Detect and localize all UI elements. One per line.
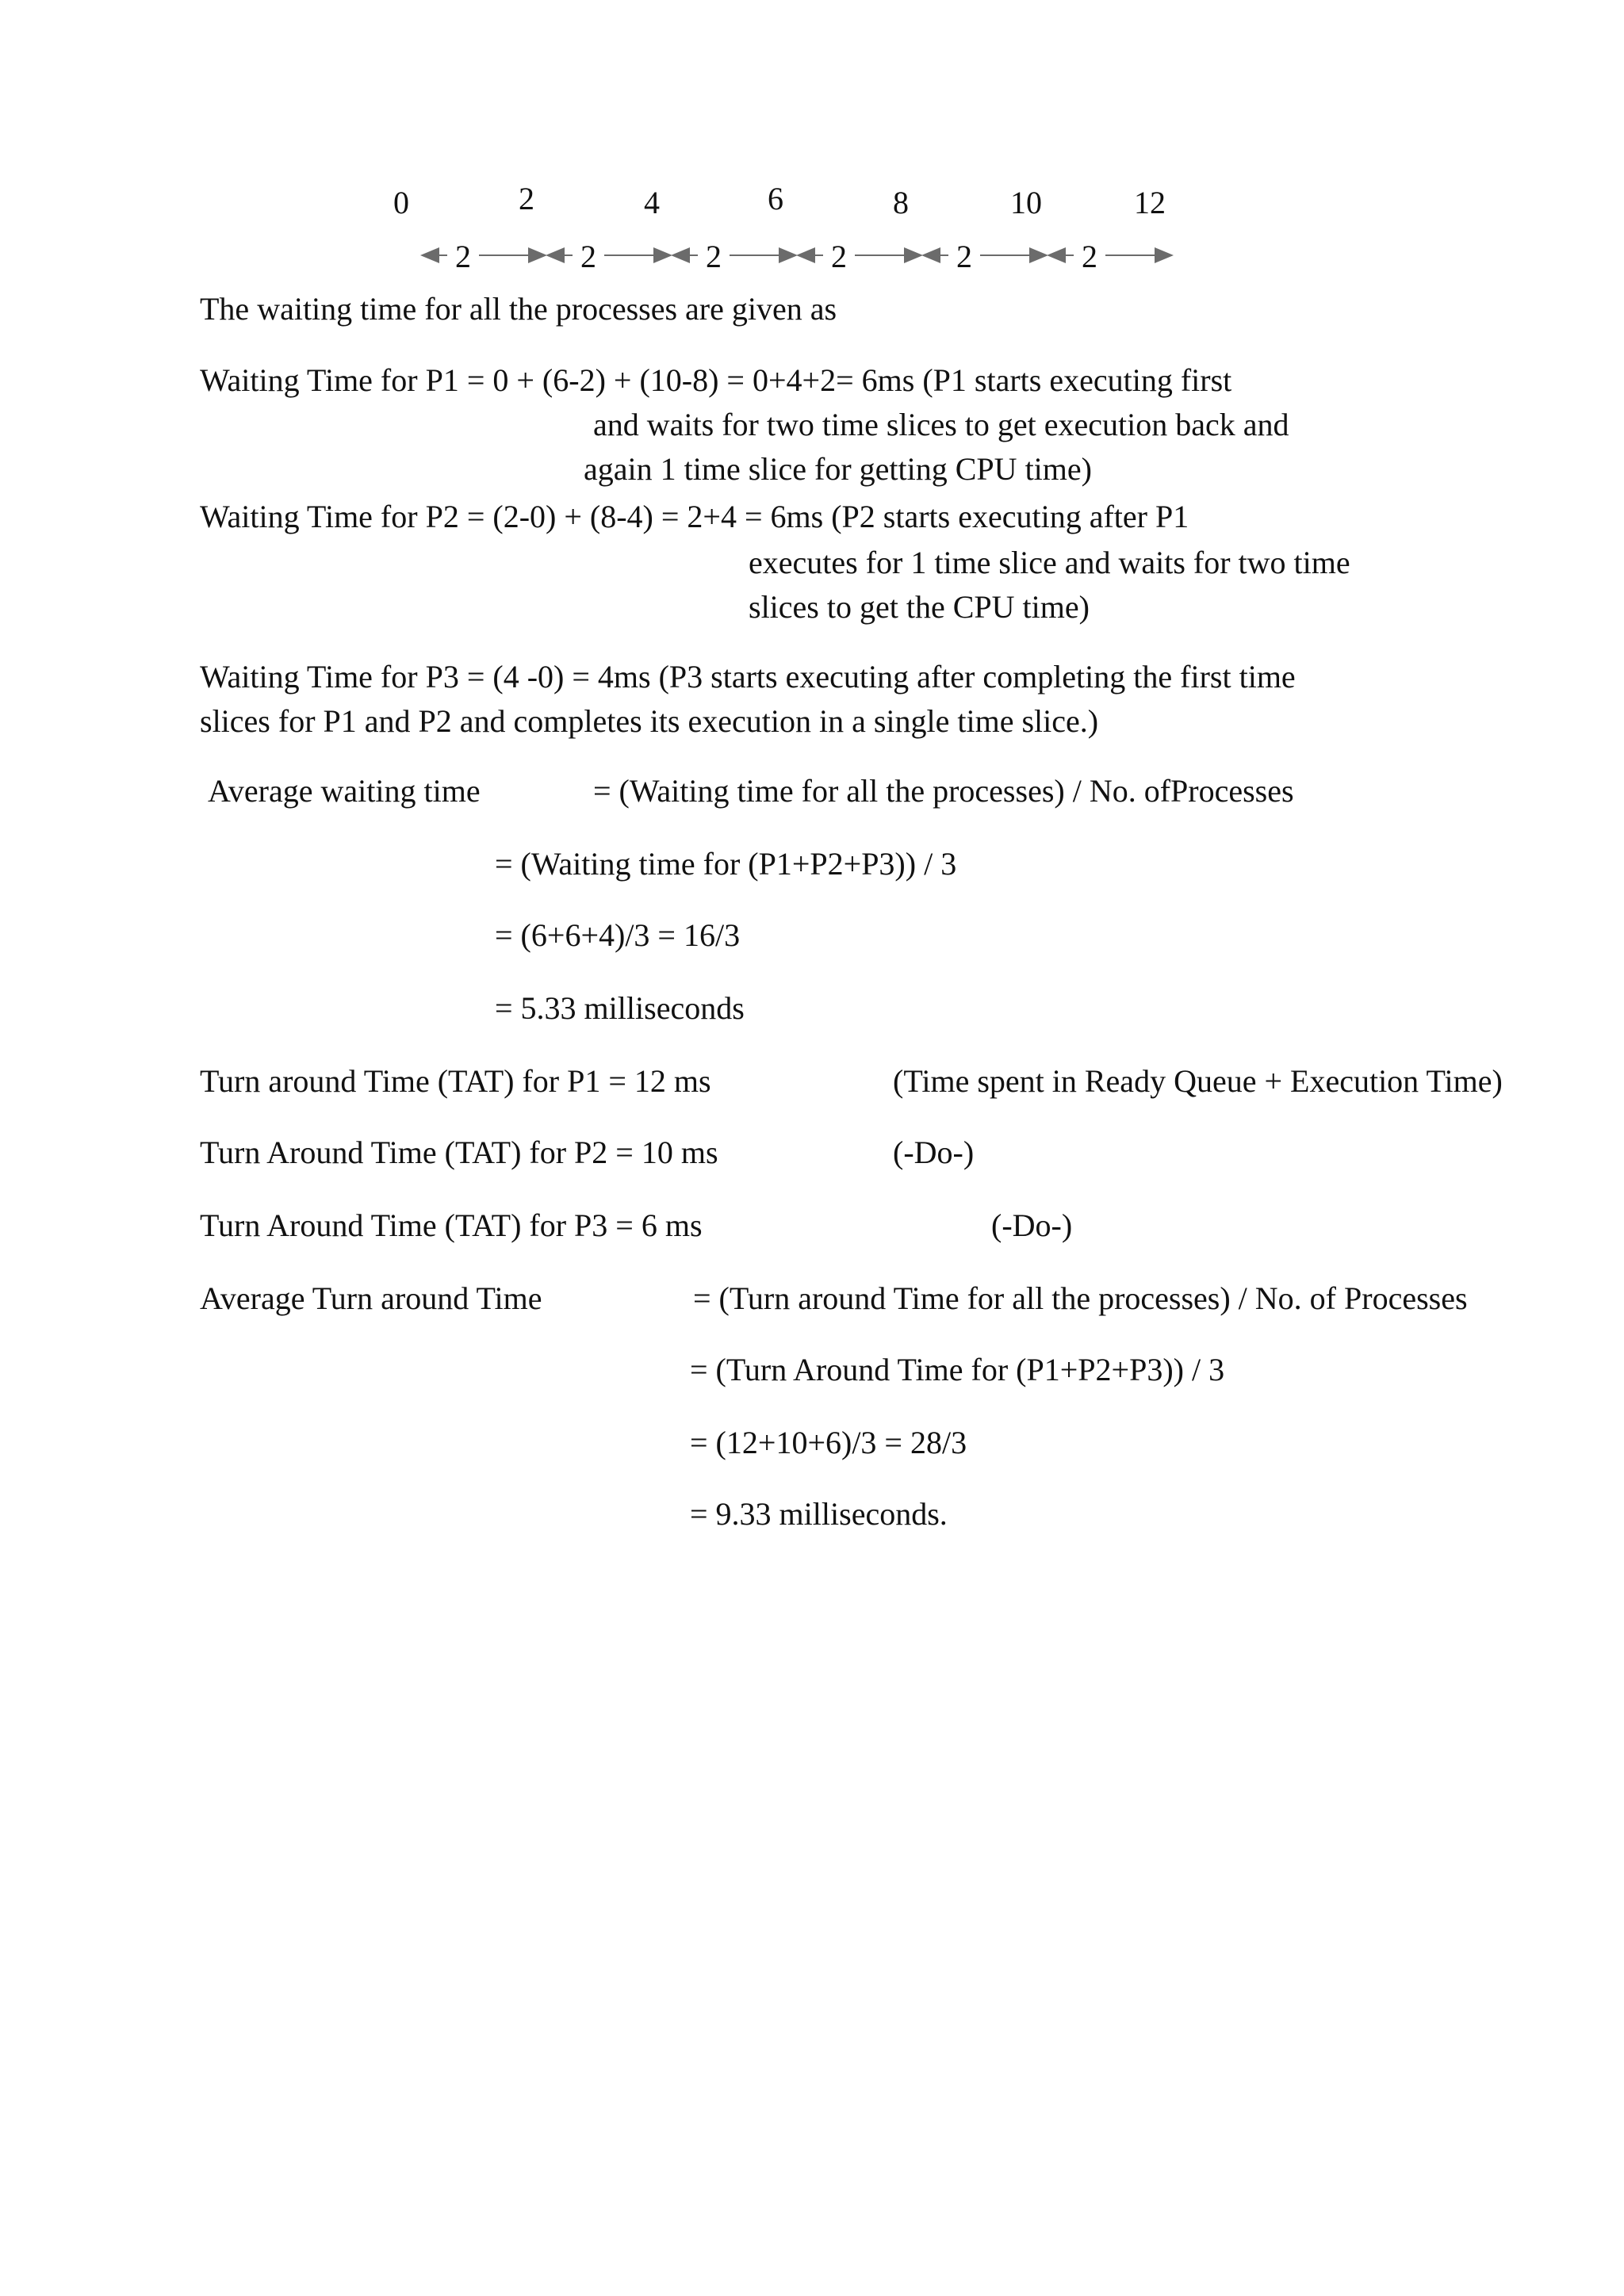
intro-text: The waiting time for all the processes are given as xyxy=(200,291,837,327)
tat-p1-note: (Time spent in Ready Queue + Execution Time) xyxy=(893,1063,1503,1099)
timeline-tick-4: 4 xyxy=(644,185,660,220)
tat-p2: Turn Around Time (TAT) for P2 = 10 ms xyxy=(200,1135,718,1170)
timeline-arrows xyxy=(0,0,1624,317)
timeline-tick-0: 0 xyxy=(393,185,409,220)
tat-p3: Turn Around Time (TAT) for P3 = 6 ms xyxy=(200,1207,703,1243)
avg-waiting-eq4: = 5.33 milliseconds xyxy=(495,990,745,1026)
duration-label-2: 2 xyxy=(573,241,604,273)
timeline-tick-8: 8 xyxy=(893,185,909,220)
waiting-p3-line2: slices for P1 and P2 and completes its execution in a single time slice.) xyxy=(200,703,1099,739)
arrow-segment-1 xyxy=(420,247,547,263)
avg-waiting-label: Average waiting time xyxy=(208,773,481,809)
tat-p2-note: (-Do-) xyxy=(893,1135,975,1170)
waiting-p1-line3: again 1 time slice for getting CPU time) xyxy=(584,451,1092,487)
avg-tat-label: Average Turn around Time xyxy=(200,1280,542,1316)
arrow-segment-2 xyxy=(546,247,672,263)
waiting-p1-line1: Waiting Time for P1 = 0 + (6-2) + (10-8) = 0+4+2= 6ms (P1 starts executing first xyxy=(200,362,1232,398)
timeline-tick-10: 10 xyxy=(1010,185,1042,220)
arrow-segment-6 xyxy=(1047,247,1174,263)
timeline-tick-12: 12 xyxy=(1134,185,1166,220)
waiting-p1-line2: and waits for two time slices to get execution back and xyxy=(593,407,1289,442)
avg-waiting-eq1: = (Waiting time for all the processes) / No. ofProcesses xyxy=(593,773,1294,809)
duration-label-1: 2 xyxy=(447,241,479,273)
duration-label-5: 2 xyxy=(948,241,980,273)
duration-label-6: 2 xyxy=(1074,241,1105,273)
avg-tat-eq3: = (12+10+6)/3 = 28/3 xyxy=(690,1425,967,1460)
tat-p1: Turn around Time (TAT) for P1 = 12 ms xyxy=(200,1063,711,1099)
waiting-p2-line1: Waiting Time for P2 = (2-0) + (8-4) = 2+4 = 6ms (P2 starts executing after P1 xyxy=(200,499,1189,534)
avg-tat-eq1: = (Turn around Time for all the processes) / No. of Processes xyxy=(693,1280,1468,1316)
waiting-p2-line3: slices to get the CPU time) xyxy=(749,589,1090,625)
arrow-segment-5 xyxy=(921,247,1048,263)
avg-waiting-eq2: = (Waiting time for (P1+P2+P3)) / 3 xyxy=(495,846,957,882)
duration-label-4: 2 xyxy=(823,241,855,273)
avg-tat-eq2: = (Turn Around Time for (P1+P2+P3)) / 3 xyxy=(690,1352,1225,1387)
timeline-tick-2: 2 xyxy=(519,181,534,216)
avg-waiting-eq3: = (6+6+4)/3 = 16/3 xyxy=(495,917,741,953)
avg-tat-eq4: = 9.33 milliseconds. xyxy=(690,1496,948,1532)
duration-label-3: 2 xyxy=(698,241,730,273)
arrow-segment-3 xyxy=(671,247,798,263)
timeline-tick-6: 6 xyxy=(768,181,783,216)
arrow-segment-4 xyxy=(796,247,923,263)
waiting-p3-line1: Waiting Time for P3 = (4 -0) = 4ms (P3 starts executing after completing the first time xyxy=(200,659,1296,695)
tat-p3-note: (-Do-) xyxy=(991,1207,1073,1243)
waiting-p2-line2: executes for 1 time slice and waits for two time xyxy=(749,545,1350,580)
